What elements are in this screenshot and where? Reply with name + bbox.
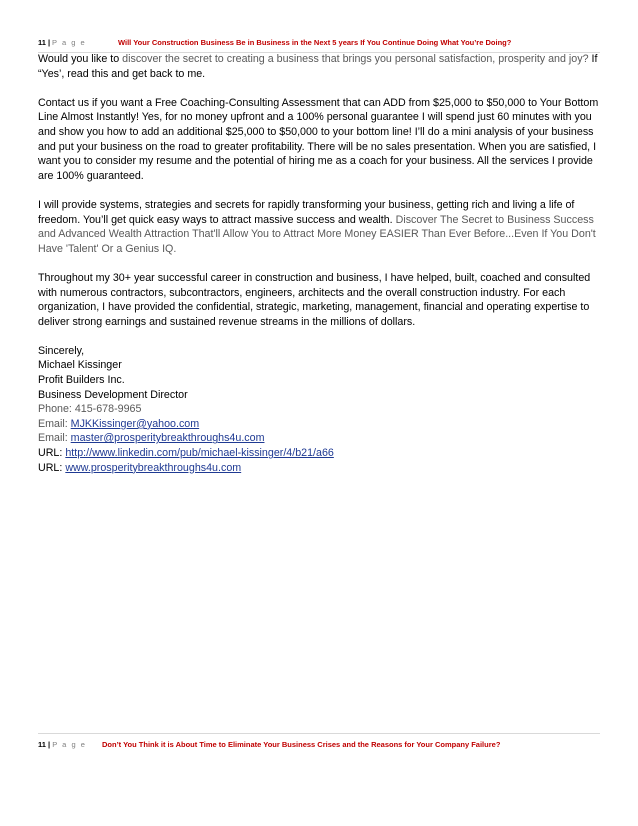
- signature-role: Business Development Director: [38, 388, 188, 401]
- signature-closing: Sincerely,: [38, 344, 85, 357]
- signature-company: Profit Builders Inc.: [38, 374, 125, 387]
- header-page-number: 11: [38, 38, 46, 47]
- page-footer: [38, 733, 600, 749]
- url-1-label: URL:: [38, 447, 66, 460]
- signature-url-1: [38, 446, 600, 461]
- contact-paragraph: Contact us if you want a Free Coaching-Consulting Assessment that can ADD from $25,000 to $50,000 to Your Bottom Line Almost Instantly! Yes, for no money upfront and a 100% personal guarantee I will spend just 60 minutes with you and show you how to add an additional $25,000 to $50,000 to your bottom line! I’ll do a mini analysis of your business and put your business on the road to greater profitability. There will be no sales presentation. When you are satisfied, I want you to consider my resume and the potential of hiring me as a coach for your business. All the services I provide are 100% guaranteed.: [38, 96, 599, 182]
- url-1-link[interactable]: http://www.linkedin.com/pub/michael-kissinger/4/b21/a66: [65, 447, 334, 460]
- intro-text-2: discover the secret to creating a business that brings you personal satisfaction, prosperity and joy?: [122, 53, 589, 65]
- signature-email-2: [38, 431, 600, 446]
- document-body: [38, 52, 600, 475]
- systems-text-1: I will provide systems, strategies and secrets for rapidly transforming your business, getting rich and living a life of freedom. You’ll get quick easy ways to attract massive success and wealth.: [38, 198, 575, 226]
- career-paragraph: Throughout my 30+ year successful career in construction and business, I have helped, built, coached and consulted with numerous contractors, subcontractors, engineers, architects and the overall construction industry. For each organization, I have provided the confidential, strategic, marketing, management, financial and operating expertise to deliver strong earnings and sustained revenue streams in the millions of dollars.: [38, 271, 591, 328]
- header-page-word: P a g e: [52, 38, 87, 47]
- email-1-link[interactable]: MJKKissinger@yahoo.com: [70, 417, 200, 430]
- header-separator: |: [47, 38, 51, 47]
- email-1-label: Email:: [38, 417, 71, 430]
- intro-text-1: Would you like to: [38, 53, 123, 65]
- systems-text-2: Discover The Secret to Business Success and Advanced Wealth Attraction That'll Allow You to Attract More Money EASIER Than Ever Before...Even If You Don't Have 'Talent' Or a Genius IQ.: [38, 213, 596, 255]
- intro-paragraph: [38, 52, 600, 81]
- signature-url-2: [38, 461, 600, 476]
- footer-page-number: 11: [38, 740, 46, 749]
- url-2-label: URL:: [38, 461, 66, 474]
- signature-email-1: [38, 417, 600, 432]
- signature-phone: Phone: 415-678-9965: [38, 403, 142, 416]
- signature-block: [38, 344, 600, 475]
- footer-page-word: P a g e: [52, 740, 87, 749]
- signature-name: Michael Kissinger: [38, 359, 122, 372]
- email-2-link[interactable]: master@prosperitybreakthroughs4u.com: [70, 432, 265, 445]
- intro-text-3: If “Yes’, read this and get back to me.: [38, 53, 598, 80]
- footer-separator: |: [48, 740, 51, 749]
- footer-title: Don’t You Think it is About Time to Eliminate Your Business Crises and the Reasons for Your Company Failure?: [102, 740, 501, 749]
- url-2-link[interactable]: www.prosperitybreakthroughs4u.com: [65, 461, 242, 474]
- page-header: [38, 38, 600, 53]
- email-2-label: Email:: [38, 432, 71, 445]
- systems-paragraph: [38, 198, 600, 256]
- header-title: Will Your Construction Business Be in Business in the Next 5 years If You Continue Doing What You’re Doing?: [118, 38, 512, 47]
